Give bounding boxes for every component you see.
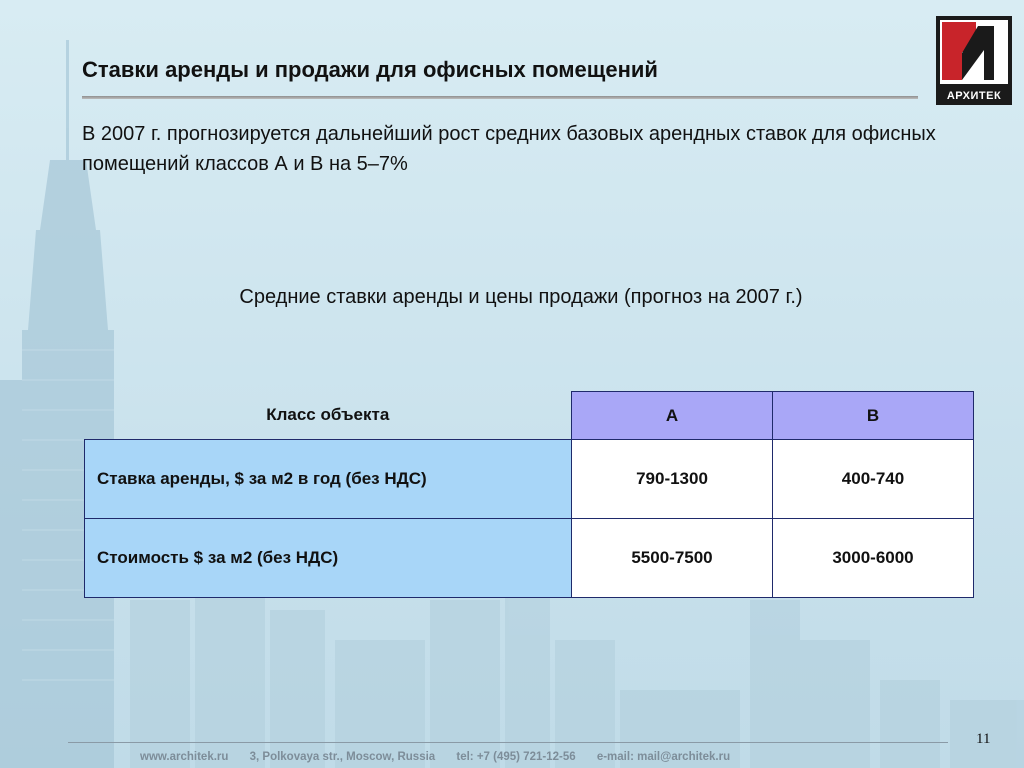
footer-divider — [68, 742, 948, 743]
header-object-class: Класс объекта — [266, 405, 390, 425]
row-label-rent: Ставка аренды, $ за м2 в год (без НДС) — [85, 440, 572, 519]
price-class-b: 3000-6000 — [773, 519, 974, 598]
page-number: 11 — [976, 731, 991, 747]
row-label-price: Стоимость $ за м2 (без НДС) — [85, 519, 572, 598]
footer-website: www.architek.ru — [140, 751, 229, 763]
rates-table — [84, 391, 974, 598]
footer-contacts — [140, 751, 748, 763]
header-class-b: B — [773, 392, 974, 440]
rent-class-b: 400-740 — [773, 440, 974, 519]
table-row — [85, 440, 974, 519]
header-class-a: A — [572, 392, 773, 440]
footer-phone: tel: +7 (495) 721-12-56 — [456, 751, 576, 763]
intro-paragraph: В 2007 г. прогнозируется дальнейший рост средних базовых арендных ставок для офисных помещений классов А и В на 5–7% — [82, 123, 936, 175]
title-divider — [82, 96, 918, 99]
table-header-row — [85, 392, 974, 440]
page-title: Ставки аренды и продажи для офисных помещений — [82, 57, 658, 82]
table-row — [85, 519, 974, 598]
footer-email: e-mail: mail@architek.ru — [596, 751, 731, 763]
price-class-a: 5500-7500 — [572, 519, 773, 598]
rent-class-a: 790-1300 — [572, 440, 773, 519]
logo-wordmark: АРХИТЕК — [936, 87, 1012, 105]
table-caption: Средние ставки аренды и цены продажи (прогноз на 2007 г.) — [239, 286, 803, 308]
footer-address: 3, Polkovaya str., Moscow, Russia — [249, 751, 436, 763]
